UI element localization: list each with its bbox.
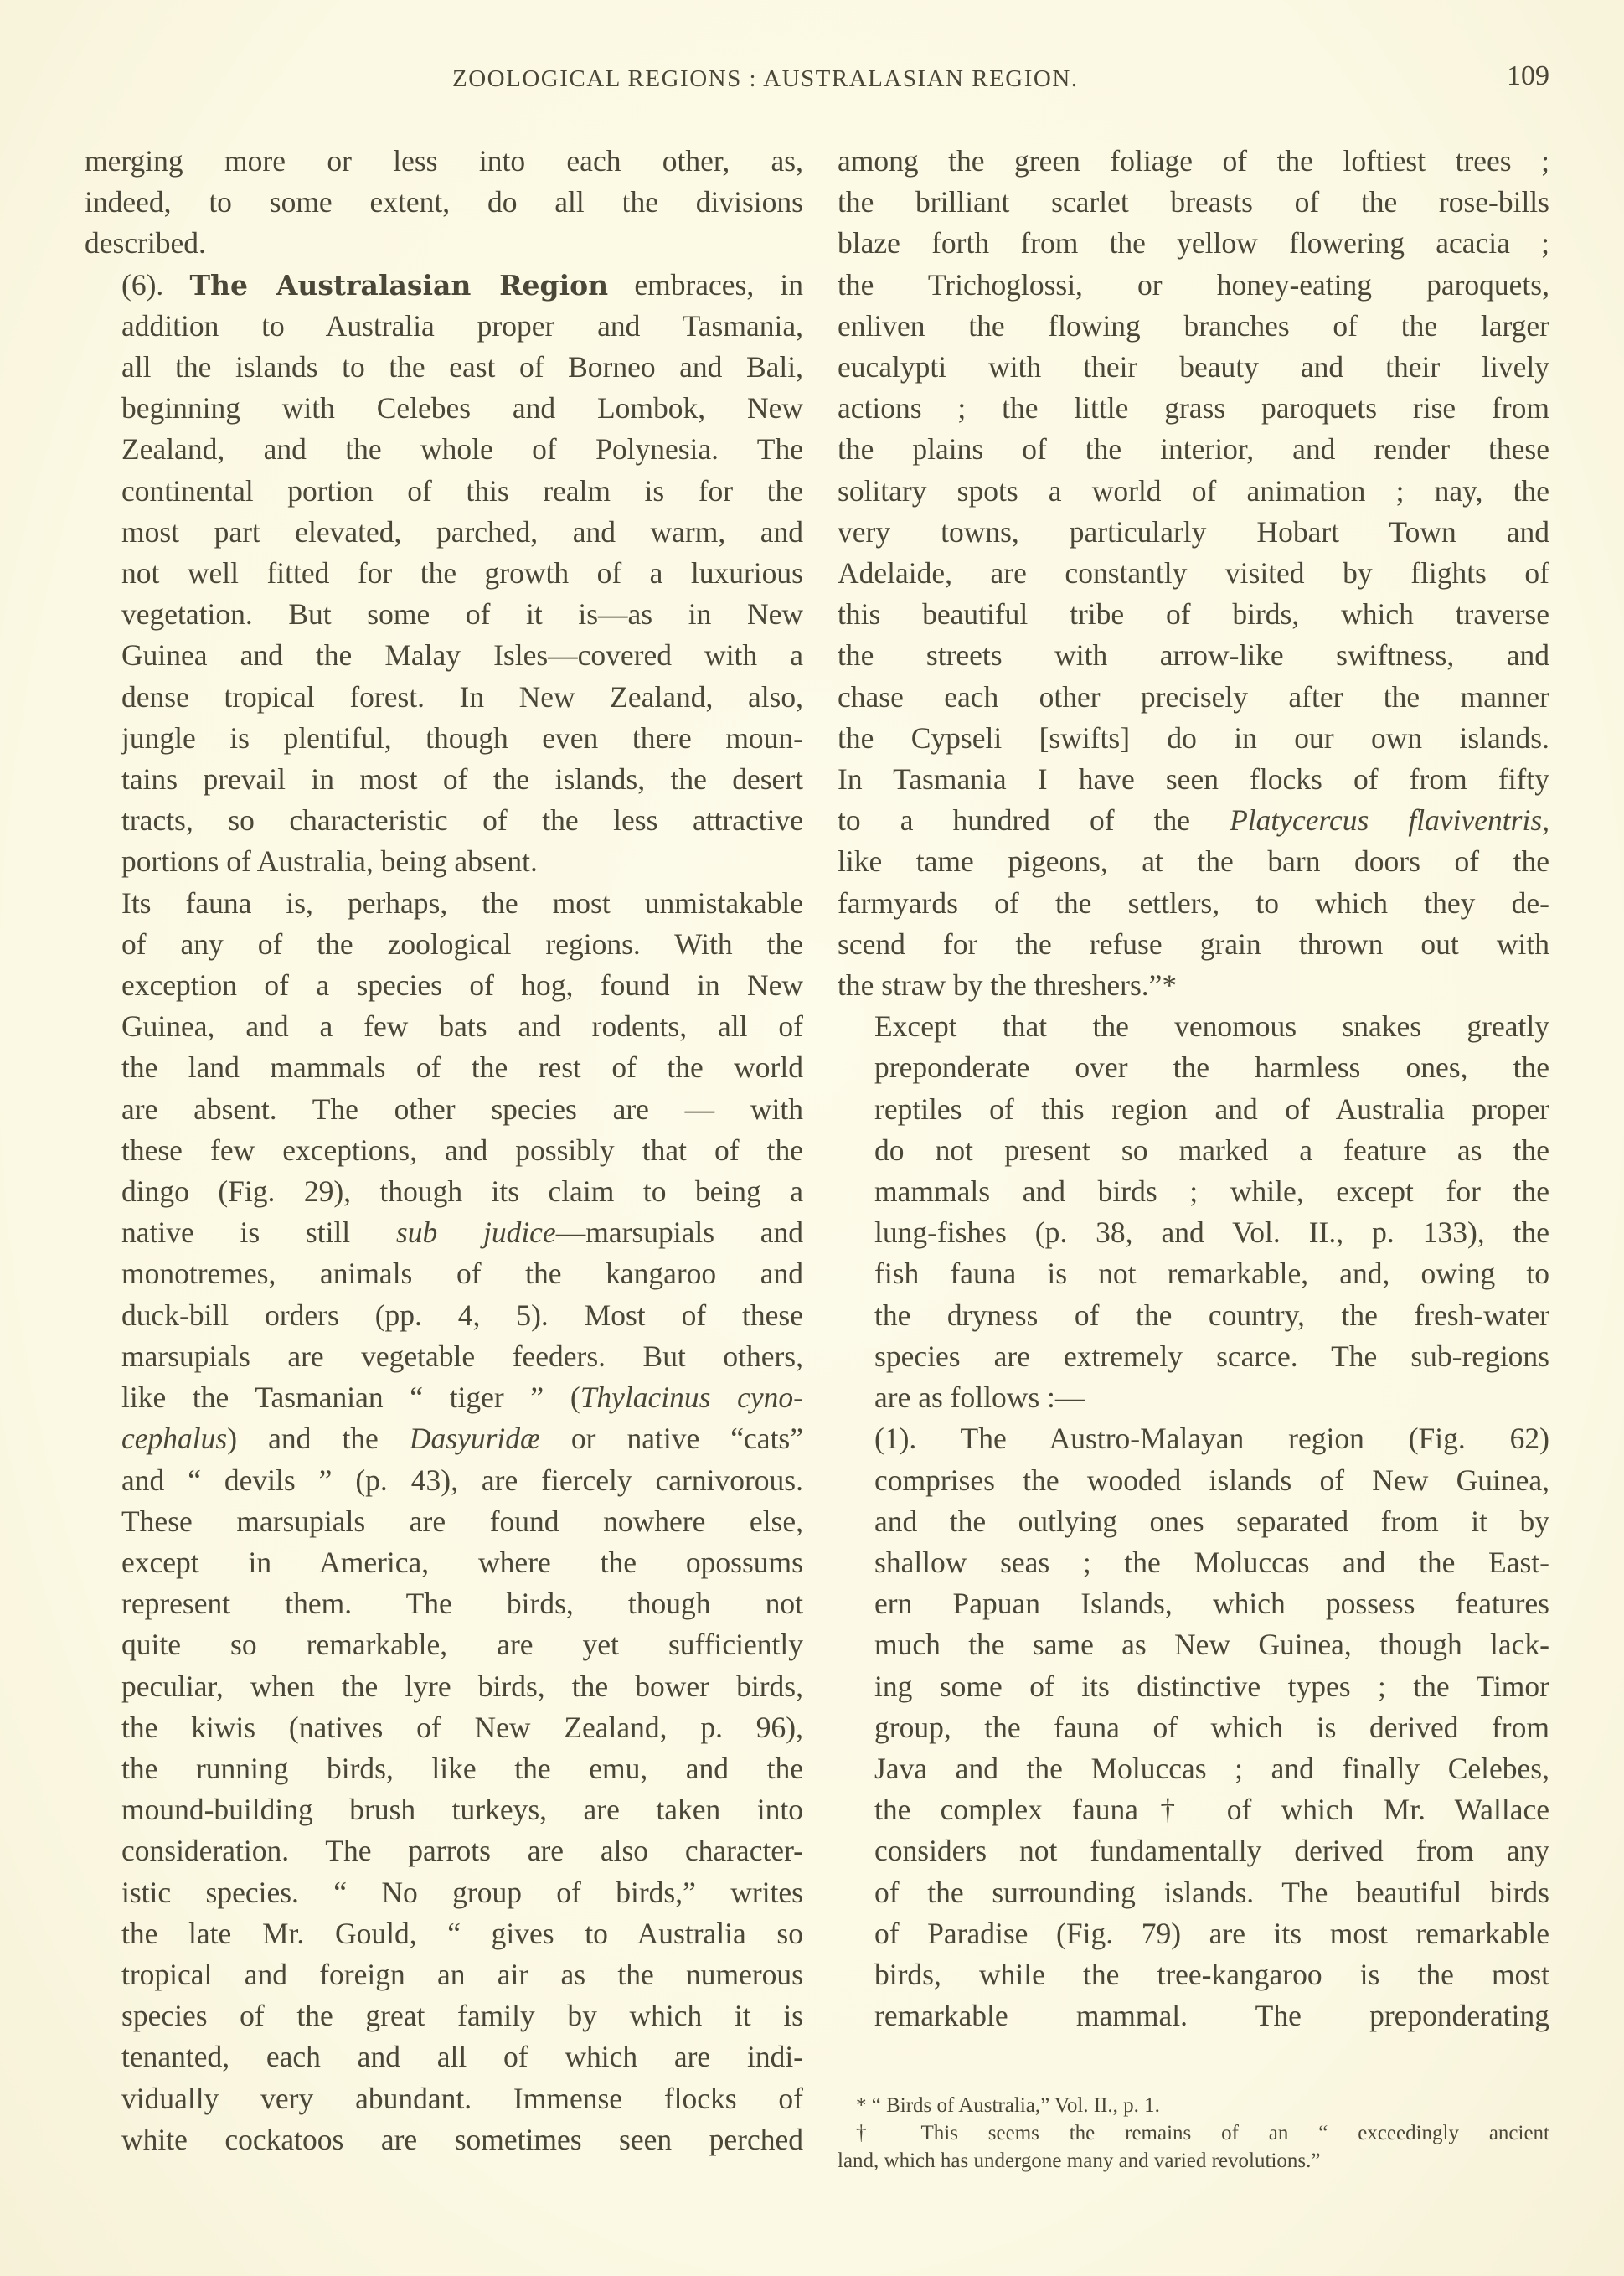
text-line: dense tropical forest. In New Zealand, also,: [121, 679, 803, 714]
text-span: —marsupials and: [555, 1215, 804, 1250]
text-line: monotremes, animals of the kangaroo and: [121, 1257, 803, 1291]
text-line: blaze forth from the yellow flowering acacia ;: [838, 226, 1549, 261]
text-line: of the surrounding islands. The beautiful birds: [874, 1875, 1549, 1909]
left-column: [85, 141, 803, 2160]
text-line: preponderate over the harmless ones, the: [874, 1050, 1549, 1085]
text-line: merging more or less into each other, as,: [85, 144, 803, 178]
italic-term: Platycercus flaviventris,: [1230, 803, 1550, 838]
text-line: tains prevail in most of the islands, the desert: [121, 762, 803, 797]
running-head-title: ZOOLOGICAL REGIONS : AUSTRALASIAN REGION.: [452, 65, 1079, 92]
text-line: scend for the refuse grain thrown out with: [838, 926, 1549, 961]
text-line: Zealand, and the whole of Polynesia. The: [121, 432, 803, 467]
text-line: quite so remarkable, are yet sufficiently: [121, 1628, 803, 1662]
text-line: (1). The Austro-Malayan region (Fig. 62): [874, 1422, 1549, 1456]
page-number: 109: [1507, 60, 1549, 91]
italic-term: cephalus: [121, 1422, 228, 1456]
text-span: like the Tasmanian “ tiger ” (: [121, 1381, 580, 1415]
text-line: consideration. The parrots are also character-: [121, 1834, 803, 1868]
text-line: Its fauna is, perhaps, the most unmistakable: [121, 885, 803, 920]
text-span: native is still: [121, 1215, 396, 1250]
italic-term: Thylacinus cyno-: [580, 1381, 803, 1415]
text-line: very towns, particularly Hobart Town and: [838, 514, 1549, 549]
footnote-dagger: † This seems the remains of an “ exceedingly ancient: [856, 2122, 1549, 2144]
text-line: among the green foliage of the loftiest trees ;: [838, 144, 1549, 178]
text-line: the plains of the interior, and render these: [838, 432, 1549, 467]
text-line: the late Mr. Gould, “ gives to Australia so: [121, 1916, 803, 1950]
text-line: the land mammals of the rest of the world: [121, 1050, 803, 1085]
paragraph-reptiles: [838, 1006, 1549, 1418]
text-line: and the outlying ones separated from it by: [874, 1504, 1549, 1538]
text-line: the dryness of the country, the fresh-water: [874, 1298, 1549, 1332]
text-line: tropical and foreign an air as the numerous: [121, 1957, 803, 1991]
text-line-heading: [85, 265, 803, 306]
paragraph-australasian-region: [85, 265, 803, 883]
text-line: shallow seas ; the Moluccas and the East-: [874, 1545, 1549, 1579]
text-line: Guinea and the Malay Isles—covered with a: [121, 638, 803, 673]
footnote-dagger-continuation: land, which has undergone many and varied revolutions.”: [838, 2150, 1321, 2172]
paragraph-austro-malayan: [838, 1418, 1549, 2036]
text-line: indeed, to some extent, do all the divisions: [85, 185, 803, 219]
text-line: Except that the venomous snakes greatly: [874, 1009, 1549, 1044]
text-line: actions ; the little grass paroquets rise from: [838, 391, 1549, 426]
text-line: These marsupials are found nowhere else,: [121, 1504, 803, 1538]
text-line: eucalypti with their beauty and their lively: [838, 350, 1549, 384]
text-line: do not present so marked a feature as the: [874, 1133, 1549, 1167]
text-line: except in America, where the opossums: [121, 1545, 803, 1579]
text-line: of Paradise (Fig. 79) are its most remarkable: [874, 1916, 1549, 1950]
text-line: the kiwis (natives of New Zealand, p. 96),: [121, 1710, 803, 1744]
text-line: exception of a species of hog, found in New: [121, 968, 803, 1003]
footnotes: [838, 2092, 1549, 2175]
text-line: species are extremely scarce. The sub-regions: [874, 1339, 1549, 1373]
paragraph-continuation: [85, 141, 803, 265]
text-line: jungle is plentiful, though even there moun-: [121, 720, 803, 755]
text-line: birds, while the tree-kangaroo is the most: [874, 1957, 1549, 1991]
text-line: tenanted, each and all of which are indi-: [121, 2040, 803, 2074]
text-line: Java and the Moluccas ; and finally Celebes,: [874, 1751, 1549, 1785]
text-line: In Tasmania I have seen flocks of from fifty: [838, 762, 1549, 797]
text-line: not well fitted for the growth of a luxurious: [121, 556, 803, 591]
italic-term: sub judice: [395, 1215, 556, 1250]
text-line: like tame pigeons, at the barn doors of the: [838, 844, 1549, 879]
text-line: dingo (Fig. 29), though its claim to being a: [121, 1174, 803, 1209]
text-line: continental portion of this realm is for the: [121, 473, 803, 508]
text-line: beginning with Celebes and Lombok, New: [121, 391, 803, 426]
text-line: [85, 1377, 803, 1418]
text-line: the complex fauna† of which Mr. Wallace: [874, 1793, 1549, 1827]
text-line: Adelaide, are constantly visited by flights of: [838, 556, 1549, 591]
text-line: istic species. “ No group of birds,” writes: [121, 1875, 803, 1909]
text-line: described.: [85, 226, 206, 261]
text-line: represent them. The birds, though not: [121, 1587, 803, 1621]
text-line: fish fauna is not remarkable, and, owing to: [874, 1257, 1549, 1291]
text-line: the running birds, like the emu, and the: [121, 1751, 803, 1785]
text-line: chase each other precisely after the manner: [838, 679, 1549, 714]
text-line: mammals and birds ; while, except for the: [874, 1174, 1549, 1209]
right-column: [838, 141, 1549, 2036]
text-line: solitary spots a world of animation ; nay, the: [838, 473, 1549, 508]
text-line: of any of the zoological regions. With the: [121, 926, 803, 961]
italic-term: Dasyuridæ: [409, 1422, 540, 1456]
text-line: marsupials are vegetable feeders. But others,: [121, 1339, 803, 1373]
text-line: ing some of its distinctive types ; the Timor: [874, 1669, 1549, 1703]
text-line: [85, 1212, 803, 1253]
text-line: remarkable mammal. The preponderating: [874, 1999, 1549, 2033]
text-line: this beautiful tribe of birds, which traverse: [838, 597, 1549, 632]
text-line: white cockatoos are sometimes seen perched: [121, 2122, 803, 2156]
text-line: most part elevated, parched, and warm, and: [121, 514, 803, 549]
text-line: much the same as New Guinea, though lack-: [874, 1628, 1549, 1662]
text-span: embraces, in: [608, 267, 804, 302]
text-line: [85, 1418, 803, 1459]
text-line: ern Papuan Islands, which possess features: [874, 1587, 1549, 1621]
text-line: mound-building brush turkeys, are taken into: [121, 1793, 803, 1827]
text-line: comprises the wooded islands of New Guinea,: [874, 1463, 1549, 1497]
text-line: [838, 800, 1549, 841]
paragraph-fauna: [85, 883, 803, 2160]
text-line: considers not fundamentally derived from any: [874, 1834, 1549, 1868]
text-line: species of the great family by which it is: [121, 1999, 803, 2033]
text-line: farmyards of the settlers, to which they de-: [838, 885, 1549, 920]
text-line: addition to Australia proper and Tasmania,: [121, 308, 803, 343]
footnote-asterisk: * “ Birds of Australia,” Vol. II., p. 1.: [856, 2094, 1160, 2117]
text-line: lung-fishes (p. 38, and Vol. II., p. 133), the: [874, 1215, 1549, 1250]
text-line: duck-bill orders (pp. 4, 5). Most of these: [121, 1298, 803, 1332]
section-heading: The Australasian Region: [189, 268, 609, 302]
running-head: [452, 60, 1549, 102]
text-line: peculiar, when the lyre birds, the bower birds,: [121, 1669, 803, 1703]
text-line: are as follows :—: [874, 1381, 1085, 1415]
text-line: the Trichoglossi, or honey-eating paroquets,: [838, 267, 1549, 302]
text-line: the Cypseli [swifts] do in our own islands.: [838, 720, 1549, 755]
text-line: vegetation. But some of it is—as in New: [121, 597, 803, 632]
text-line: these few exceptions, and possibly that of the: [121, 1133, 803, 1167]
text-line: the streets with arrow-like swiftness, and: [838, 638, 1549, 673]
text-line: group, the fauna of which is derived from: [874, 1710, 1549, 1744]
paragraph-parrots-quote: [838, 141, 1549, 1006]
text-line: and “ devils ” (p. 43), are fiercely carnivorous.: [121, 1463, 803, 1497]
text-line: are absent. The other species are — with: [121, 1092, 803, 1126]
text-line: Guinea, and a few bats and rodents, all of: [121, 1009, 803, 1044]
text-line: all the islands to the east of Borneo and Bali,: [121, 350, 803, 384]
text-line: tracts, so characteristic of the less attractive: [121, 803, 803, 838]
section-number: (6).: [121, 267, 190, 302]
text-span: to a hundred of the: [838, 803, 1230, 838]
text-line: reptiles of this region and of Australia proper: [874, 1092, 1549, 1126]
text-line: enliven the flowing branches of the larger: [838, 308, 1549, 343]
text-line: the straw by the threshers.”*: [838, 968, 1178, 1003]
text-line: vidually very abundant. Immense flocks of: [121, 2081, 803, 2115]
text-span: or native “cats”: [539, 1422, 803, 1456]
text-line: the brilliant scarlet breasts of the rose-bills: [838, 185, 1549, 219]
text-line: portions of Australia, being absent.: [121, 844, 538, 879]
text-span: ) and the: [227, 1422, 410, 1456]
